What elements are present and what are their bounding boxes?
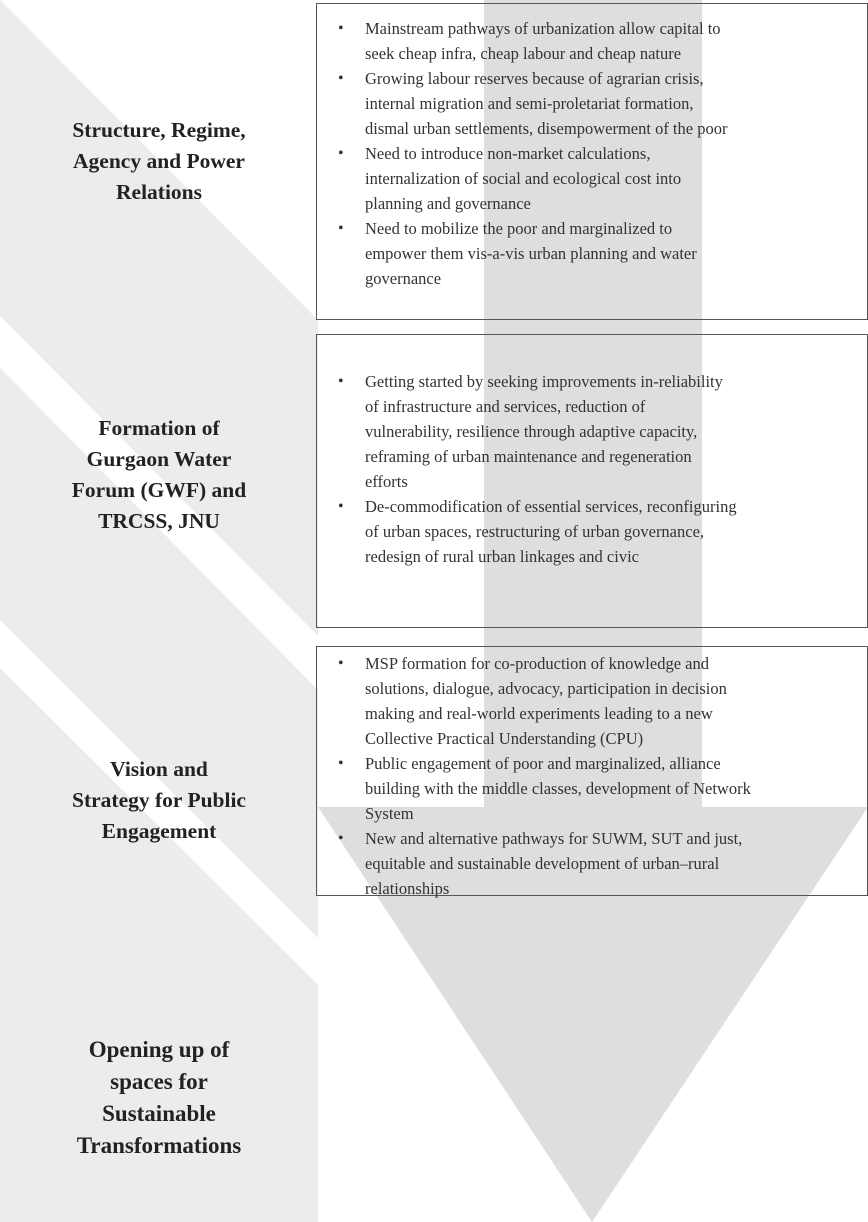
stage-1-label-line: Relations: [116, 180, 202, 204]
bullet-item: [317, 16, 867, 66]
stage-1-label-line: Agency and Power: [73, 149, 245, 173]
bullet-dot: •: [338, 220, 344, 237]
stage-2-label-line: Forum (GWF) and: [71, 478, 247, 502]
bullet-line: relationships: [365, 879, 450, 898]
stage-1-label-line: Structure, Regime,: [72, 118, 246, 142]
bullet-line: New and alternative pathways for SUWM, SUT and just,: [365, 829, 743, 848]
bullet-line: building with the middle classes, development of Network: [365, 779, 751, 798]
stage-4-label-line: Opening up of: [88, 1037, 230, 1062]
bullet-line: empower them vis-a-vis urban planning and water: [365, 244, 697, 263]
bullet-dot: •: [338, 373, 344, 390]
bullet-line: equitable and sustainable development of urban–rural: [365, 854, 720, 873]
bullet-dot: •: [338, 830, 344, 847]
bullet-line: dismal urban settlements, disempowerment of the poor: [365, 119, 728, 138]
bullet-dot: •: [338, 145, 344, 162]
stage-2-label-line: Gurgaon Water: [86, 447, 232, 471]
bullet-line: planning and governance: [365, 194, 531, 213]
bullet-line: seek cheap infra, cheap labour and cheap nature: [365, 44, 682, 63]
bullet-item: [317, 826, 867, 901]
stage-3-label-line: Engagement: [101, 819, 217, 843]
stage-label-1: [0, 115, 318, 208]
bullet-line: reframing of urban maintenance and regeneration: [365, 447, 692, 466]
bullet-line: efforts: [365, 472, 408, 491]
bullet-line: Need to mobilize the poor and marginalized to: [365, 219, 673, 238]
bullet-item: [317, 66, 867, 141]
stage-3-label-line: Vision and: [110, 757, 208, 781]
bullet-line: of urban spaces, restructuring of urban governance,: [365, 522, 705, 541]
bullet-line: making and real-world experiments leading to a new: [365, 704, 713, 723]
bullet-line: Growing labour reserves because of agrarian crisis,: [365, 69, 704, 88]
bullet-line: Need to introduce non-market calculations,: [365, 144, 651, 163]
stage-4-label-line: spaces for: [110, 1069, 208, 1094]
bullet-dot: •: [338, 20, 344, 37]
stage-2-label-line: TRCSS, JNU: [98, 509, 220, 533]
bullet-line: MSP formation for co-production of knowledge and: [365, 654, 709, 673]
stage-2-label-line: Formation of: [98, 416, 220, 440]
bullet-line: Getting started by seeking improvements in-reliability: [365, 372, 723, 391]
bullet-dot: •: [338, 70, 344, 87]
bullet-item: [317, 651, 867, 751]
bullet-line: Mainstream pathways of urbanization allow capital to: [365, 19, 721, 38]
stage-label-3: [0, 754, 318, 847]
bullet-item: [317, 141, 867, 216]
bullet-line: redesign of rural urban linkages and civic: [365, 547, 639, 566]
bullet-item: [317, 216, 867, 291]
bullet-dot: •: [338, 655, 344, 672]
bullet-line: Collective Practical Understanding (CPU): [365, 729, 644, 748]
stage-3-label-line: Strategy for Public: [72, 788, 246, 812]
stage-4-label-line: Transformations: [76, 1133, 242, 1158]
bullet-line: vulnerability, resilience through adaptive capacity,: [365, 422, 698, 441]
bullet-line: internal migration and semi-proletariat formation,: [365, 94, 694, 113]
bullet-line: De-commodification of essential services, reconfiguring: [365, 497, 737, 516]
bullet-line: governance: [365, 269, 442, 288]
stage-4-label-line: Sustainable: [102, 1101, 216, 1126]
bullet-item: [317, 751, 867, 826]
bullet-line: of infrastructure and services, reduction of: [365, 397, 646, 416]
bullet-line: internalization of social and ecological cost into: [365, 169, 682, 188]
stage-label-4: [0, 1034, 318, 1162]
bullet-line: System: [365, 804, 414, 823]
stage-2-detail-box: [316, 334, 868, 628]
bullet-line: Public engagement of poor and marginalized, alliance: [365, 754, 721, 773]
stage-1-detail-box: [316, 3, 868, 320]
bullet-item: [317, 369, 867, 494]
stage-label-2: [0, 413, 318, 537]
stage-3-detail-box: [316, 646, 868, 896]
bullet-line: solutions, dialogue, advocacy, participation in decision: [365, 679, 727, 698]
bullet-dot: •: [338, 498, 344, 515]
bullet-item: [317, 494, 867, 569]
bullet-dot: •: [338, 755, 344, 772]
